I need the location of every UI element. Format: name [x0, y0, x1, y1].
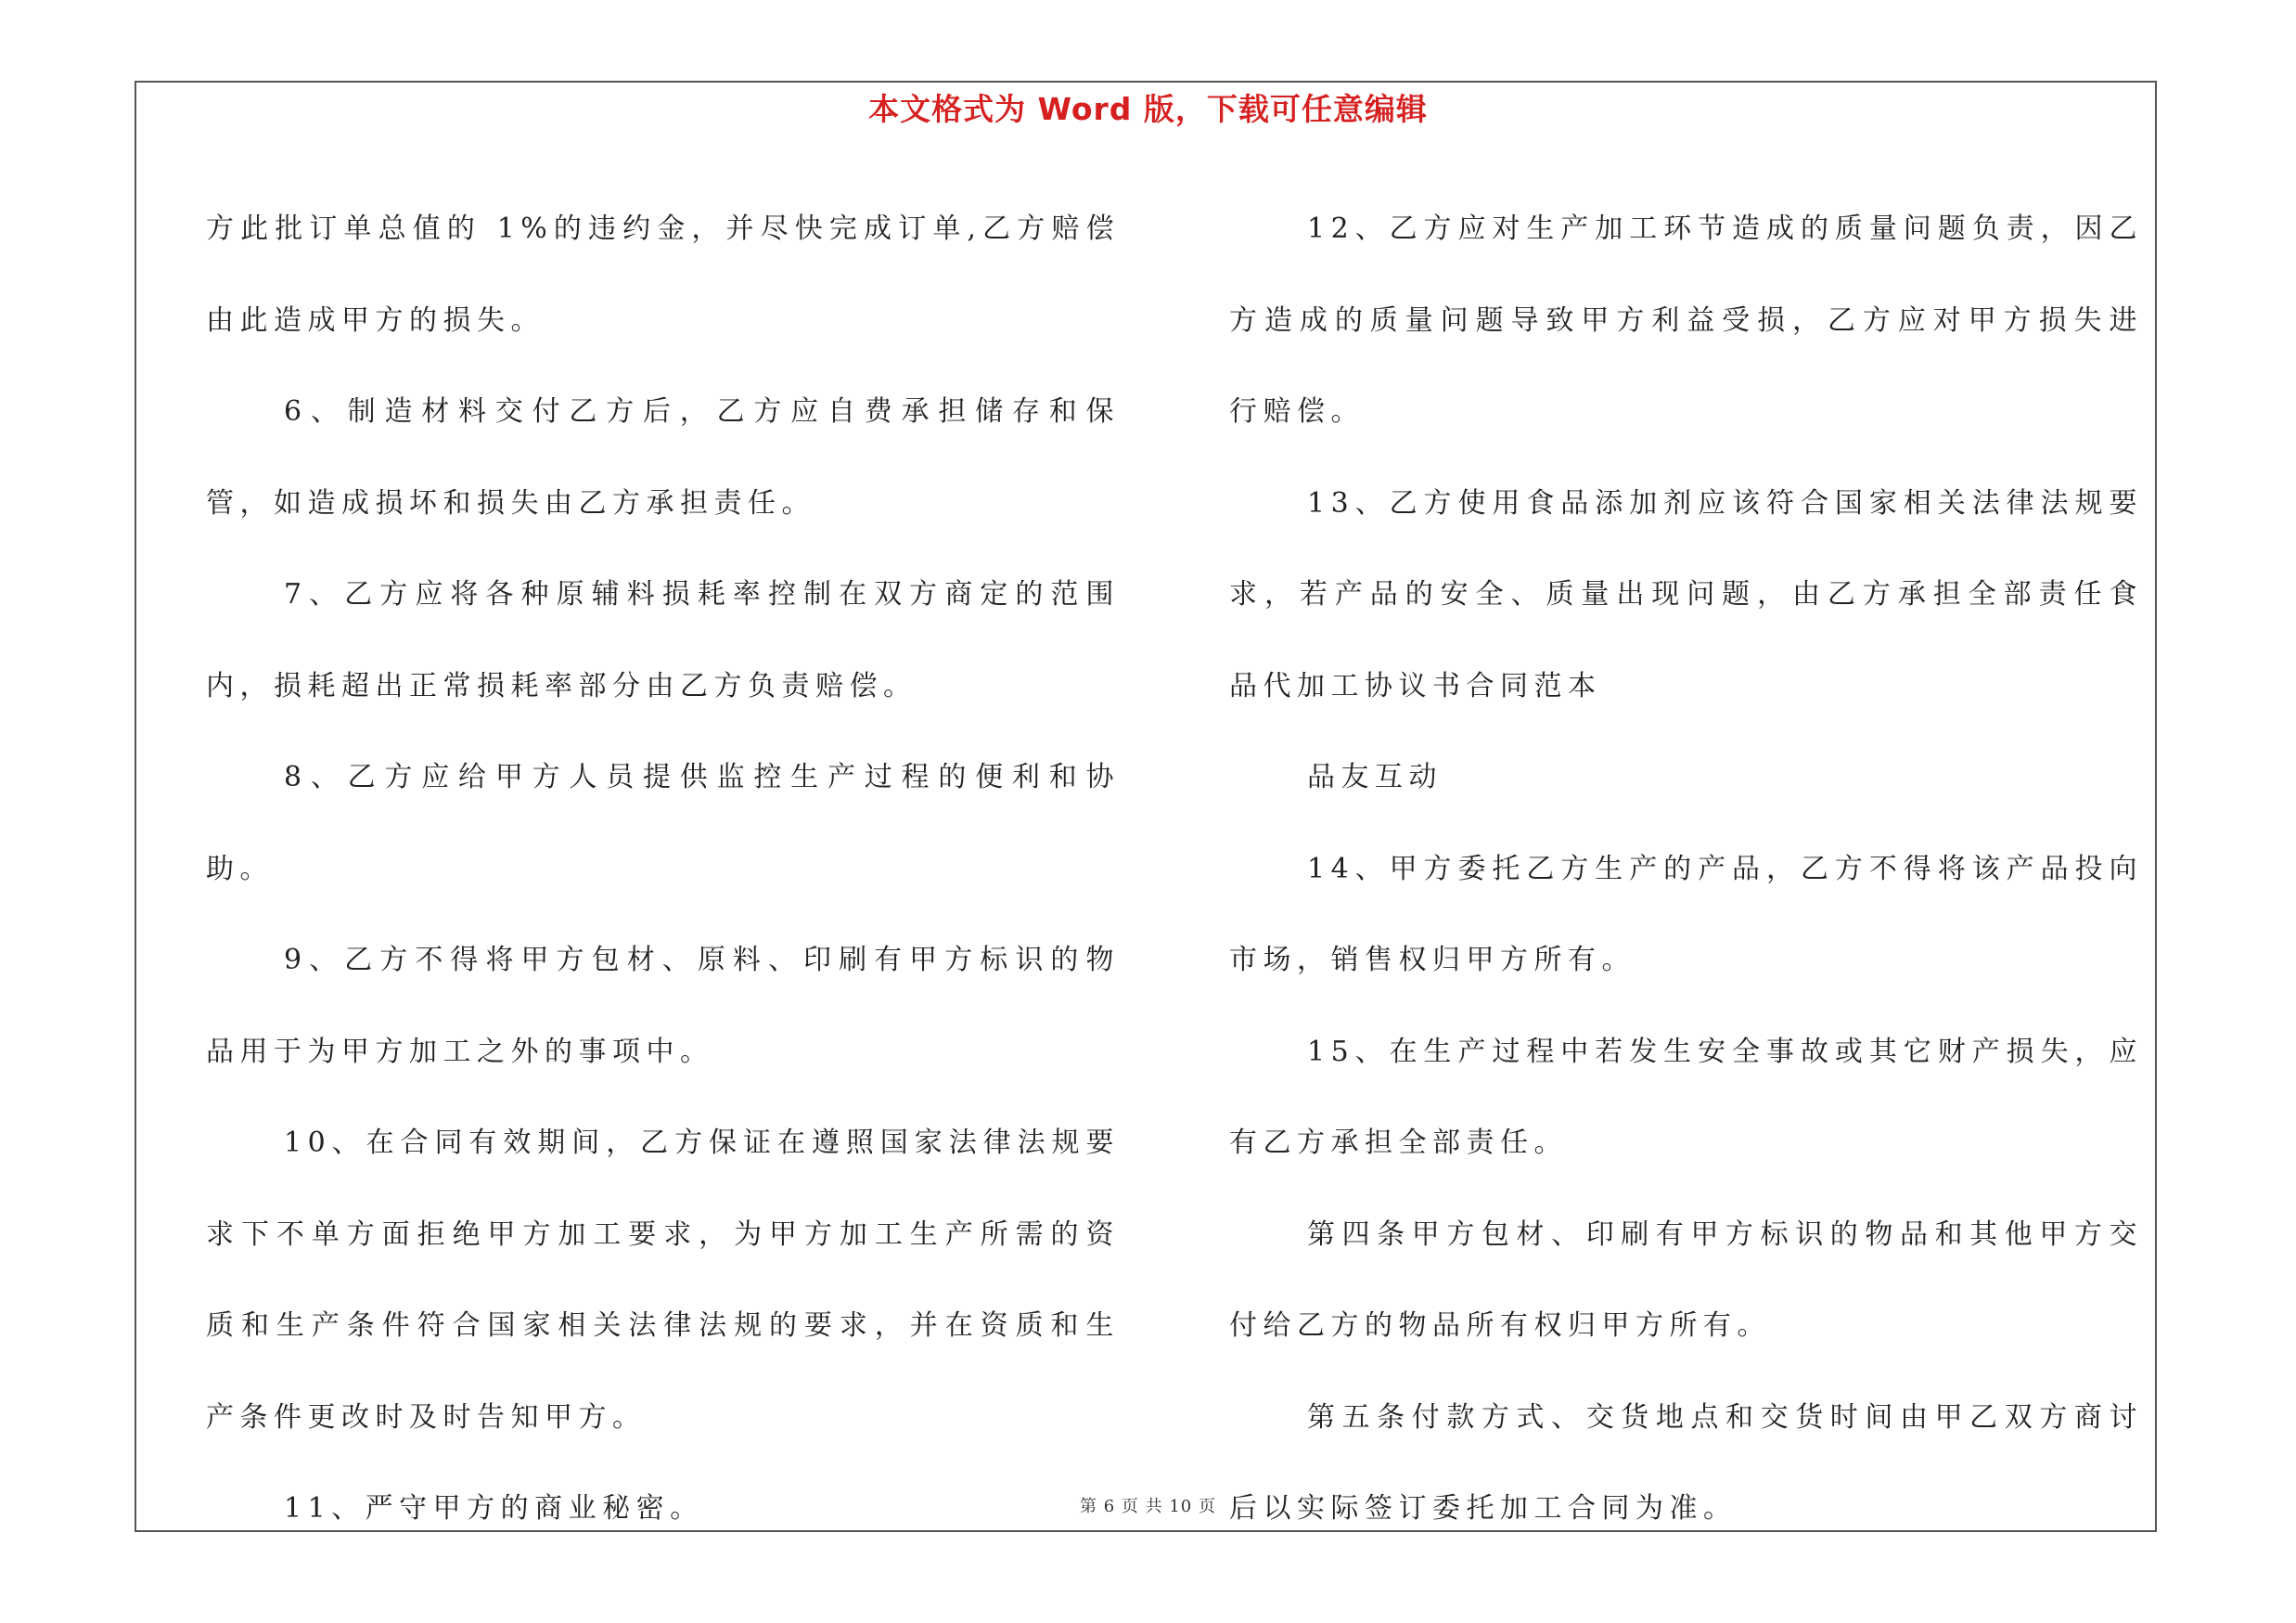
page-number-footer: 第 6 页 共 10 页	[1080, 1497, 1216, 1516]
paragraph: 6、制造材料交付乙方后，乙方应自费承担储存和保管，如造成损坏和损失由乙方承担责任。	[206, 395, 1120, 520]
paragraph: 7、乙方应将各种原辅料损耗率控制在双方商定的范围内，损耗超出正常损耗率部分由乙方负责赔偿。	[206, 578, 1120, 702]
right-column	[1229, 184, 2143, 1555]
format-banner: 本文格式为 Word 版，下载可任意编辑	[868, 91, 1428, 127]
paragraph: 13、乙方使用食品添加剂应该符合国家相关法律法规要求，若产品的安全、质量出现问题，由乙方承担全部责任食品代加工协议书合同范本	[1229, 486, 2143, 702]
paragraph: 9、乙方不得将甲方包材、原料、印刷有甲方标识的物品用于为甲方加工之外的事项中。	[206, 944, 1120, 1068]
paragraph: 10、在合同有效期间，乙方保证在遵照国家法律法规要求下不单方面拒绝甲方加工要求，为甲方加工生产所需的资质和生产条件符合国家相关法律法规的要求，并在资质和生产条件更改时及时告知甲方。	[206, 1127, 1120, 1434]
paragraph: 8、乙方应给甲方人员提供监控生产过程的便利和协助。	[206, 761, 1120, 885]
paragraph: 14、甲方委托乙方生产的产品，乙方不得将该产品投向市场，销售权归甲方所有。	[1229, 852, 2143, 976]
paragraph: 11、严守甲方的商业秘密。	[284, 1492, 704, 1525]
paragraph: 第五条付款方式、交货地点和交货时间由甲乙双方商讨后以实际签订委托加工合同为准。	[1229, 1400, 2143, 1525]
left-column	[206, 184, 1120, 1555]
paragraph: 品友互动	[1307, 761, 1443, 793]
paragraph: 方此批订单总值的 1%的违约金，并尽快完成订单,乙方赔偿由此造成甲方的损失。	[206, 213, 1120, 337]
paragraph: 第四条甲方包材、印刷有甲方标识的物品和其他甲方交付给乙方的物品所有权归甲方所有。	[1229, 1217, 2143, 1342]
paragraph: 12、乙方应对生产加工环节造成的质量问题负责，因乙方造成的质量问题导致甲方利益受损，乙方应对甲方损失进行赔偿。	[1229, 213, 2143, 428]
paragraph: 15、在生产过程中若发生安全事故或其它财产损失，应有乙方承担全部责任。	[1229, 1035, 2143, 1159]
